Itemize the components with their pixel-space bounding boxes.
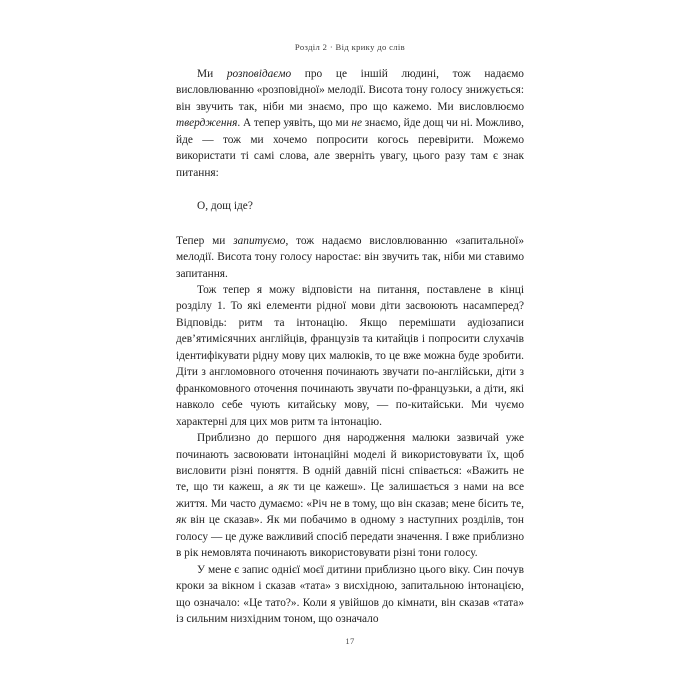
paragraph-4-text-c: він це сказав». Як ми побачимо в одному з наступних розділів, тон голосу — це дуже важливий спосіб передати значення. І вже приблизно в рік немовлята починають використовувати різні тони голосу. xyxy=(176,514,524,560)
paragraph-5: У мене є запис однієї моєї дитини приблизно цього віку. Син почув кроки за вікном і сказав «тата» з висхідною, запитальною інтонацією, що означало: «Це тато?». Коли я увійшов до кімнати, він сказав «тата» із сильним низхідним тоном, що означало xyxy=(176,563,524,626)
paragraph-1-emphasis-tverdzhennya: твердження xyxy=(176,117,238,130)
paragraph-1-text-a: Ми xyxy=(197,68,227,80)
spacer-above-example xyxy=(176,181,524,198)
running-head: Розділ 2 · Від крику до слів xyxy=(294,42,406,52)
paragraph-4-text-a: Приблизно до першого дня народження малюки зазвичай уже починають засвоювати інтонаційні моделі й використовувати їх, щоб висловити різні поняття. В одній давній пісні співається: «Важить не те, що ти кажеш, а xyxy=(176,432,524,494)
example-sentence: О, дощ іде? xyxy=(197,200,253,213)
paragraph-4-emphasis-yak-2: як xyxy=(176,514,187,527)
paragraph-2-text-b: , тож надаємо висловлюванню «запитальної» мелодії. Висота тону голосу наростає: він звучить так, ніби ми ставимо запитання. xyxy=(176,234,524,280)
paragraph-1-text-d: знаємо, йде дощ чи ні. Можливо, йде — тож ми хочемо попросити когось перевірити. Можемо використати ті самі слова, але зверніть увагу, цього разу там є знак питання: xyxy=(176,117,525,179)
paragraph-1-text-b: про це іншій людині, тож надаємо висловлюванню «розповідної» мелодії. Висота тону голосу знижується: він звучить так, ніби ми знаємо, про що кажемо. Ми висловлюємо xyxy=(176,68,524,113)
paragraph-1-emphasis-rozpovidaemo: розповідаємо xyxy=(226,68,292,80)
spacer-below-example xyxy=(176,215,524,233)
paragraph-2-text-a: Тепер ми xyxy=(176,234,234,247)
paragraph-1-text-c: . А тепер уявіть, що ми xyxy=(237,117,352,130)
paragraph-4-emphasis-yak-1: як xyxy=(278,481,289,494)
paragraph-4-text-b: ти це кажеш». Це залишається з нами на все життя. Ми часто думаємо: «Річ не в тому, що він сказав; мене бісить те, xyxy=(176,481,524,510)
text-column xyxy=(176,66,524,628)
paragraph-1-emphasis-ne: не xyxy=(351,117,363,130)
paragraph-4 xyxy=(176,430,524,562)
page-number: 17 xyxy=(345,636,355,646)
paragraph-1 xyxy=(176,66,524,181)
paragraph-2-emphasis-zapytuemo: запитуємо xyxy=(233,234,286,247)
paragraph-3: Тож тепер я можу відповісти на питання, поставлене в кінці розділу 1. То які елементи рідної мови діти засвоюють насамперед? Відповідь: ритм та інтонацію. Якщо перемішати аудіозаписи дев’ятимісячних англійців, французів та китайців і попросити слухачів ідентифікувати рідну мову цих малюків, то це вже можна буде зробити. Діти з англомовного оточення починають звучати по-англійськи, діти з франкомовного оточення починають звучати по-французьки, а діти, які навколо себе чують китайську мову, — по-китайськи. Ми чуємо характерні для цих мов ритм та інтонацію. xyxy=(176,283,524,428)
paragraph-2 xyxy=(176,233,524,282)
